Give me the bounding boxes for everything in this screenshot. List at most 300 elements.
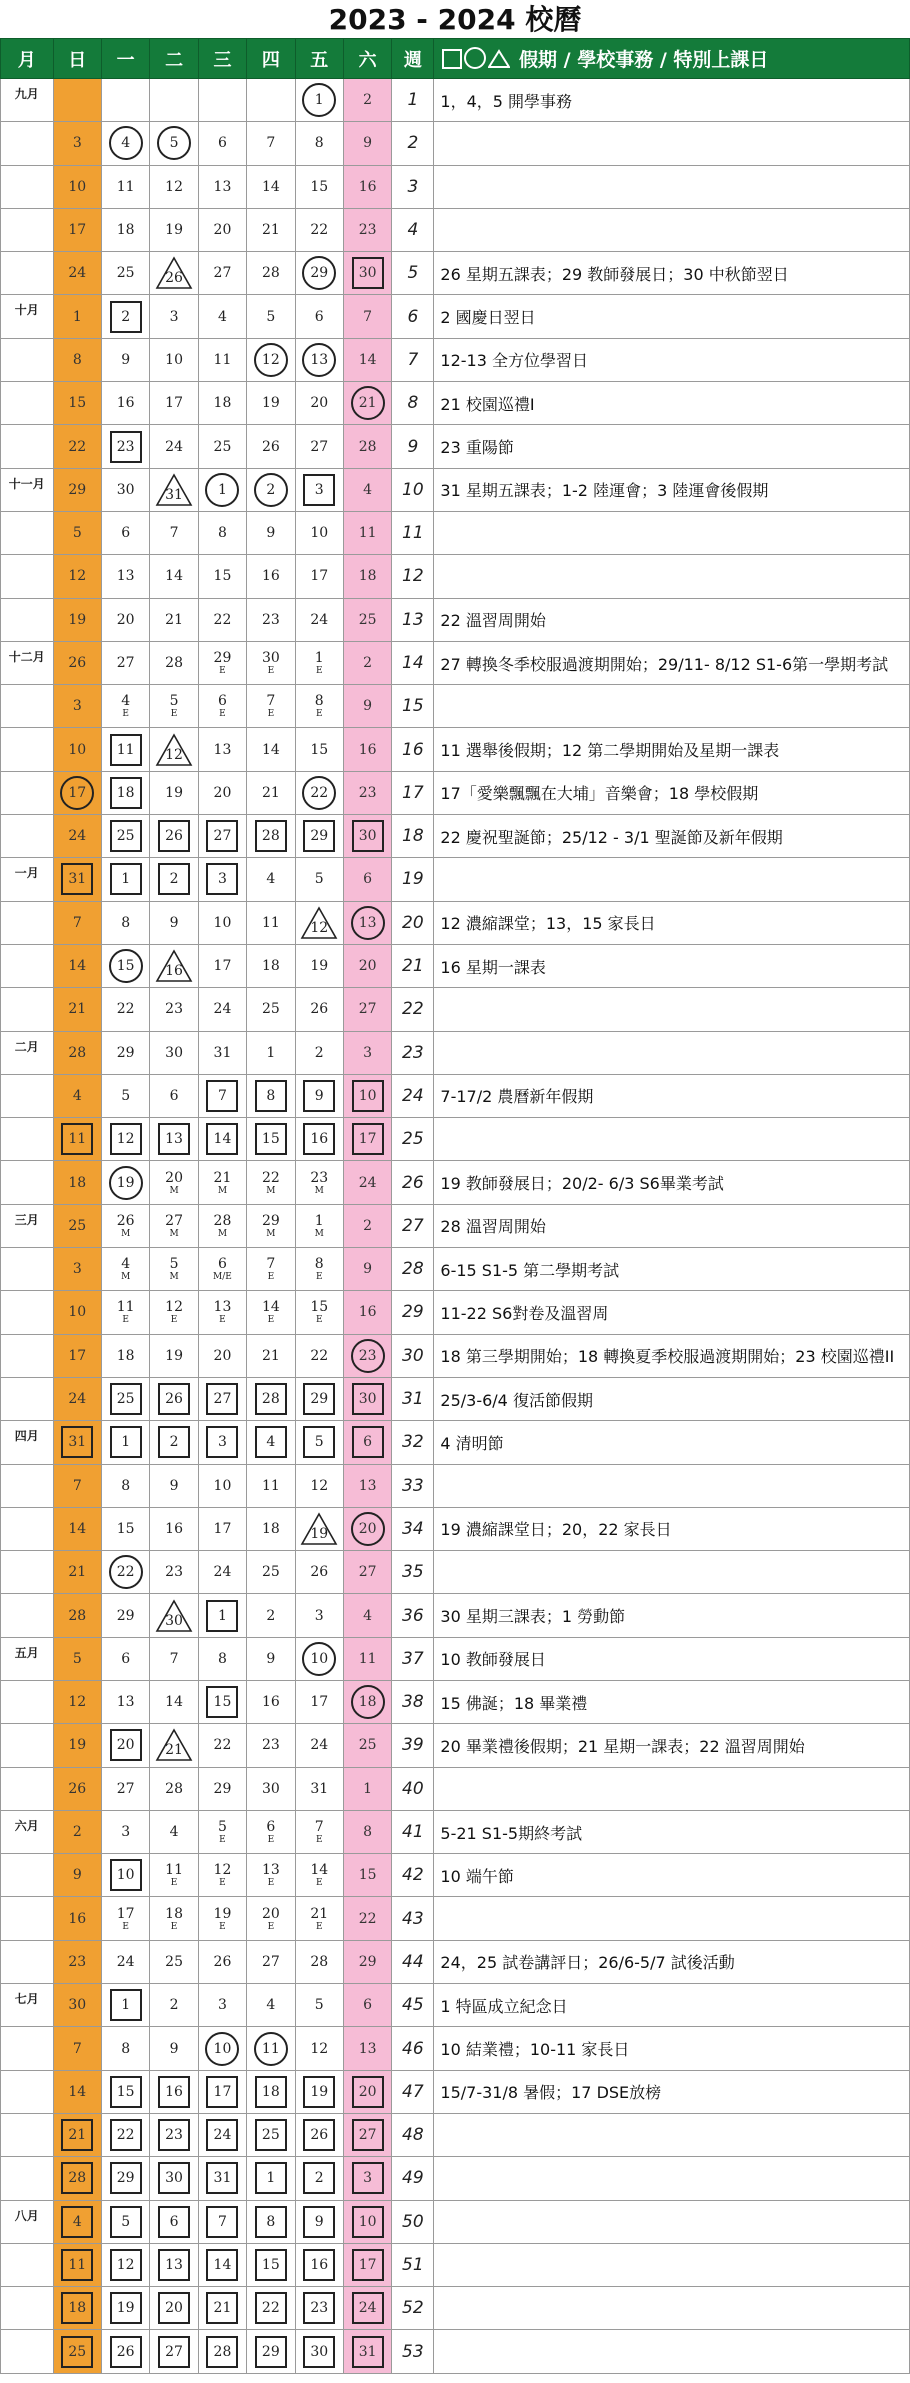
day: [262, 1695, 280, 1709]
event-text: [434, 2200, 910, 2243]
day-cell: [295, 338, 343, 381]
day: [262, 1300, 280, 1325]
day-number: 30: [310, 2343, 329, 2360]
day-cell: [343, 771, 391, 814]
day-number: 24: [68, 265, 87, 282]
day-number: 7: [217, 2213, 227, 2230]
event-text: 6-15 S1-5 第二學期考試: [434, 1248, 910, 1291]
holiday-square-mark: [303, 2119, 335, 2151]
day-cell: [295, 1118, 343, 1161]
day: [266, 1257, 275, 1282]
month-spacer: [1, 1940, 54, 1983]
holiday-square-mark: [61, 863, 93, 895]
day-cell: [198, 468, 246, 511]
day-number: 26: [310, 1001, 329, 1018]
day: [310, 1782, 328, 1796]
day-number: 6: [363, 1434, 373, 1451]
day-number: 25: [358, 611, 377, 628]
exam-code: M: [314, 1185, 324, 1196]
day: [68, 1955, 86, 1969]
day-number: 27: [165, 1212, 183, 1229]
day-cell: [150, 728, 198, 771]
week-row: [1, 2027, 910, 2070]
day-cell: [53, 1334, 101, 1377]
day: [68, 2085, 86, 2099]
event-text: [434, 1551, 910, 1594]
day: [359, 1868, 377, 1882]
day-number: 2: [121, 308, 131, 325]
week-number: 6: [392, 295, 434, 338]
day-number: 14: [165, 568, 183, 585]
day-number: 29: [310, 265, 329, 282]
day-cell: [150, 122, 198, 165]
day: [165, 353, 183, 367]
event-text: [434, 2113, 910, 2156]
day-cell: [101, 858, 149, 901]
holiday-square-mark: [255, 1123, 287, 1155]
holiday-square-mark: [110, 2206, 142, 2238]
day-number: 28: [358, 438, 377, 455]
day: [165, 1907, 183, 1932]
event-text: 21 校園巡禮I: [434, 382, 910, 425]
day-cell: [53, 685, 101, 728]
day-number: 24: [213, 2127, 232, 2144]
day-cell: [247, 1377, 295, 1420]
day-cell: [150, 1118, 198, 1161]
day-cell: [101, 1074, 149, 1117]
day: [310, 223, 328, 237]
event-text: [434, 2243, 910, 2286]
week-row: [1, 1984, 910, 2027]
holiday-square-mark: [110, 2076, 142, 2108]
day-cell: [198, 2070, 246, 2113]
day: [165, 1300, 183, 1325]
month-spacer: [1, 1291, 54, 1334]
day-number: 12: [165, 746, 183, 763]
day: [359, 569, 377, 583]
school-affairs-circle-mark: [109, 1166, 143, 1200]
day-cell: [247, 2330, 295, 2373]
day-number: 16: [358, 178, 377, 195]
day-cell: [150, 771, 198, 814]
day-number: 11: [116, 1299, 135, 1316]
day-cell: [247, 468, 295, 511]
week-number: 9: [392, 425, 434, 468]
day: [262, 1907, 280, 1932]
day-cell: [198, 2027, 246, 2070]
day: [165, 569, 183, 583]
day: [121, 1257, 130, 1282]
day-number: 31: [165, 486, 183, 503]
day-cell: [53, 1810, 101, 1853]
day: [359, 1176, 377, 1190]
day-number: 24: [310, 1737, 329, 1754]
day-number: 24: [165, 438, 183, 455]
day: [262, 1863, 280, 1888]
day-cell: [295, 79, 343, 122]
day-number: 11: [116, 178, 135, 195]
day-number: 1: [314, 1212, 324, 1229]
day-cell: [101, 1854, 149, 1897]
month-label: 四月: [1, 1421, 54, 1464]
day-number: 4: [363, 481, 373, 498]
day-cell: [198, 858, 246, 901]
day: [262, 916, 280, 930]
day-number: 29: [261, 1212, 280, 1229]
day-number: 21: [68, 1001, 87, 1018]
day-cell: [101, 338, 149, 381]
month-spacer: [1, 1118, 54, 1161]
day-cell: [343, 208, 391, 251]
day: [310, 1479, 328, 1493]
week-number: 46: [392, 2027, 434, 2070]
day-cell: [150, 1940, 198, 1983]
week-row: [1, 2330, 910, 2373]
day-number: 27: [213, 1391, 232, 1408]
day-cell: [295, 815, 343, 858]
school-affairs-circle-mark: [351, 1685, 385, 1719]
day: [266, 1998, 275, 2012]
exam-code: M: [121, 1272, 131, 1283]
day: [359, 959, 377, 973]
day-cell: [53, 425, 101, 468]
day-cell: [53, 1594, 101, 1637]
day-cell: [150, 1464, 198, 1507]
month-label: 十一月: [1, 468, 54, 511]
day-cell: [343, 2200, 391, 2243]
month-spacer: [1, 1464, 54, 1507]
day-number: 17: [213, 1520, 232, 1537]
holiday-square-mark: [352, 2162, 384, 2194]
day: [68, 396, 86, 410]
day-cell: [247, 1551, 295, 1594]
day-number: 23: [310, 2300, 329, 2317]
month-spacer: [1, 1248, 54, 1291]
day: [214, 916, 232, 930]
day-cell: [295, 165, 343, 208]
school-affairs-circle-mark: [205, 473, 239, 507]
day: [359, 2042, 377, 2056]
day-number: 17: [165, 395, 183, 412]
day: [165, 1955, 183, 1969]
day-number: 2: [169, 871, 179, 888]
day-cell: [343, 685, 391, 728]
school-affairs-circle-mark: [351, 386, 385, 420]
day-number: 13: [116, 568, 135, 585]
day-cell: [101, 1680, 149, 1723]
day: [214, 1349, 232, 1363]
day-cell: [247, 1204, 295, 1247]
day: [359, 440, 377, 454]
day-number: 19: [68, 1737, 87, 1754]
day-number: 16: [358, 1304, 377, 1321]
day-number: 1: [217, 481, 227, 498]
holiday-square-mark: [352, 1383, 384, 1415]
week-row: [1, 2287, 910, 2330]
week-number: 11: [392, 511, 434, 554]
day-number: 21: [261, 1347, 280, 1364]
event-text: [434, 1464, 910, 1507]
header-tue: 二: [150, 39, 198, 79]
day-number: 25: [116, 1391, 135, 1408]
day: [363, 1609, 372, 1623]
day-number: 5: [121, 2213, 131, 2230]
day-number: 12: [213, 1862, 232, 1879]
day-number: 25: [68, 2343, 87, 2360]
day-cell: [198, 1204, 246, 1247]
week-row: [1, 1767, 910, 1810]
day: [68, 829, 86, 843]
event-text: 30 星期三課表；1 勞動節: [434, 1594, 910, 1637]
day-number: 9: [169, 914, 179, 931]
day-number: 26: [68, 655, 87, 671]
week-row: [1, 641, 910, 684]
day-cell: [295, 511, 343, 554]
day-number: 10: [358, 2213, 377, 2230]
exam-code: E: [122, 709, 129, 720]
day-cell: [198, 1074, 246, 1117]
day-cell: [343, 1897, 391, 1940]
holiday-square-mark: [110, 1859, 142, 1891]
event-text: [434, 511, 910, 554]
day-number: 18: [116, 784, 135, 801]
holiday-square-mark: [206, 2162, 238, 2194]
day-number: 19: [213, 1905, 232, 1922]
day-number: 23: [165, 2127, 183, 2144]
day-cell: [101, 1724, 149, 1767]
day-cell: [198, 208, 246, 251]
event-text: 22 溫習周開始: [434, 598, 910, 641]
week-number: 22: [392, 988, 434, 1031]
day-number: 7: [72, 914, 82, 931]
holiday-square-mark: [303, 1426, 335, 1458]
week-number: 48: [392, 2113, 434, 2156]
event-text: 19 濃縮課堂日；20，22 家長日: [434, 1507, 910, 1550]
exam-code: E: [315, 1272, 323, 1283]
day-number: 10: [310, 525, 329, 542]
day-cell: [53, 1680, 101, 1723]
school-affairs-circle-mark: [109, 1555, 143, 1589]
week-number: 25: [392, 1118, 434, 1161]
day-cell: [53, 338, 101, 381]
day: [68, 1782, 86, 1796]
day: [68, 743, 86, 757]
holiday-square-mark: [158, 1123, 190, 1155]
holiday-square-mark: [206, 2249, 238, 2281]
day-number: 1: [72, 308, 82, 325]
day-number: 2: [266, 481, 276, 498]
day: [262, 1171, 280, 1196]
day: [310, 1002, 328, 1016]
day: [359, 1955, 377, 1969]
day-number: 9: [169, 1477, 179, 1494]
day-cell: [198, 598, 246, 641]
exam-code: M: [266, 1185, 276, 1196]
day-number: 29: [310, 828, 329, 845]
day-number: 31: [213, 2170, 232, 2187]
holiday-square-mark: [206, 2119, 238, 2151]
holiday-square-mark: [110, 1729, 142, 1761]
day-cell: [247, 1464, 295, 1507]
day-number: 7: [266, 1256, 276, 1273]
day-number: 21: [261, 784, 280, 801]
day-number: 14: [68, 2083, 87, 2100]
day-number: 28: [213, 1212, 232, 1229]
day: [73, 1479, 82, 1493]
holiday-square-mark: [110, 1383, 142, 1415]
exam-code: E: [219, 1835, 226, 1846]
school-affairs-circle-mark: [302, 1642, 336, 1676]
day-number: 7: [72, 1477, 82, 1494]
event-text: [434, 208, 910, 251]
day-cell: [53, 1291, 101, 1334]
day-number: 6: [363, 1997, 373, 2014]
special-day-triangle-mark: [155, 1728, 193, 1762]
day-cell: [198, 1637, 246, 1680]
week-row: [1, 1204, 910, 1247]
day: [359, 1565, 377, 1579]
week-number: 29: [392, 1291, 434, 1334]
day-number: 13: [358, 914, 377, 931]
week-row: [1, 2200, 910, 2243]
special-day-triangle-mark: [155, 1599, 193, 1633]
day: [315, 1046, 324, 1060]
day: [214, 1171, 232, 1196]
day-cell: [150, 815, 198, 858]
day-cell: [150, 295, 198, 338]
day-cell: [295, 2027, 343, 2070]
week-row: [1, 165, 910, 208]
day-cell: [198, 165, 246, 208]
day-number: 17: [213, 2083, 232, 2100]
school-affairs-circle-mark: [60, 776, 94, 810]
header-wed: 三: [198, 39, 246, 79]
day-number: 8: [266, 1087, 276, 1104]
day-number: 22: [116, 2127, 135, 2144]
month-label: 九月: [1, 79, 54, 122]
day-number: 6: [169, 1087, 179, 1104]
day-cell: [150, 2113, 198, 2156]
day-number: 9: [266, 1650, 276, 1667]
holiday-square-mark: [255, 1080, 287, 1112]
day-cell: [198, 79, 246, 122]
day-number: 16: [261, 1694, 280, 1711]
day-number: 24: [68, 828, 87, 845]
month-spacer: [1, 1854, 54, 1897]
day: [68, 483, 86, 497]
day: [117, 1695, 135, 1709]
day: [68, 1695, 86, 1709]
day-number: 21: [261, 222, 280, 239]
day-cell: [53, 1724, 101, 1767]
day-number: 25: [261, 1001, 280, 1018]
day: [165, 1565, 183, 1579]
day-number: 15: [213, 568, 232, 585]
day: [73, 353, 82, 367]
day: [218, 694, 227, 719]
day-number: 26: [165, 270, 183, 287]
day: [359, 743, 377, 757]
day-cell: [343, 1767, 391, 1810]
day-cell: [53, 1984, 101, 2027]
month-spacer: [1, 901, 54, 944]
day: [165, 180, 183, 194]
day-number: 12: [68, 1694, 87, 1711]
holiday-square-mark: [158, 2119, 190, 2151]
month-spacer: [1, 1377, 54, 1420]
day: [68, 613, 86, 627]
day-number: 6: [266, 1819, 276, 1836]
holiday-square-mark: [110, 777, 142, 809]
day-cell: [53, 2070, 101, 2113]
month-label: 五月: [1, 1637, 54, 1680]
day-number: 10: [213, 1477, 232, 1494]
day-cell: [198, 1421, 246, 1464]
day: [214, 1907, 232, 1932]
day-cell: [198, 1767, 246, 1810]
day-cell: [295, 2070, 343, 2113]
day-number: 3: [217, 871, 227, 888]
day-cell: [295, 468, 343, 511]
day-cell: [198, 1810, 246, 1853]
day-cell: [198, 122, 246, 165]
day-cell: [247, 2287, 295, 2330]
day-cell: [150, 511, 198, 554]
day: [165, 1349, 183, 1363]
day-number: 10: [165, 351, 183, 368]
week-row: [1, 425, 910, 468]
holiday-square-mark: [206, 2336, 238, 2368]
day-cell: [343, 122, 391, 165]
month-label: 二月: [1, 1031, 54, 1074]
week-row: [1, 1637, 910, 1680]
day-number: 19: [165, 784, 183, 801]
day-number: 8: [266, 2213, 276, 2230]
day-number: 10: [116, 1867, 135, 1884]
day: [117, 1955, 135, 1969]
event-text: 20 畢業禮後假期；21 星期一課表；22 溫習周開始: [434, 1724, 910, 1767]
day-number: 13: [116, 1694, 135, 1711]
school-affairs-circle-mark: [302, 776, 336, 810]
week-row: [1, 1334, 910, 1377]
day-cell: [198, 2200, 246, 2243]
day-cell: [53, 1507, 101, 1550]
day-cell: [247, 122, 295, 165]
day: [363, 1046, 372, 1060]
day: [214, 1479, 232, 1493]
day-cell: [198, 1291, 246, 1334]
day-cell: [150, 2070, 198, 2113]
day-number: 3: [363, 2170, 373, 2187]
day-cell: [198, 382, 246, 425]
day-cell: [101, 79, 149, 122]
day-number: 14: [310, 1862, 329, 1879]
day: [310, 180, 328, 194]
week-row: [1, 1248, 910, 1291]
day: [310, 440, 328, 454]
day: [214, 1522, 232, 1536]
holiday-square-mark: [110, 2292, 142, 2324]
day-number: 19: [68, 611, 87, 628]
day-cell: [150, 988, 198, 1031]
day-cell: [295, 2287, 343, 2330]
day: [214, 353, 232, 367]
holiday-square-mark: [303, 1080, 335, 1112]
day-number: 4: [72, 1087, 82, 1104]
day-number: 1: [266, 1044, 276, 1061]
exam-code: E: [267, 1272, 275, 1283]
day-cell: [247, 1897, 295, 1940]
